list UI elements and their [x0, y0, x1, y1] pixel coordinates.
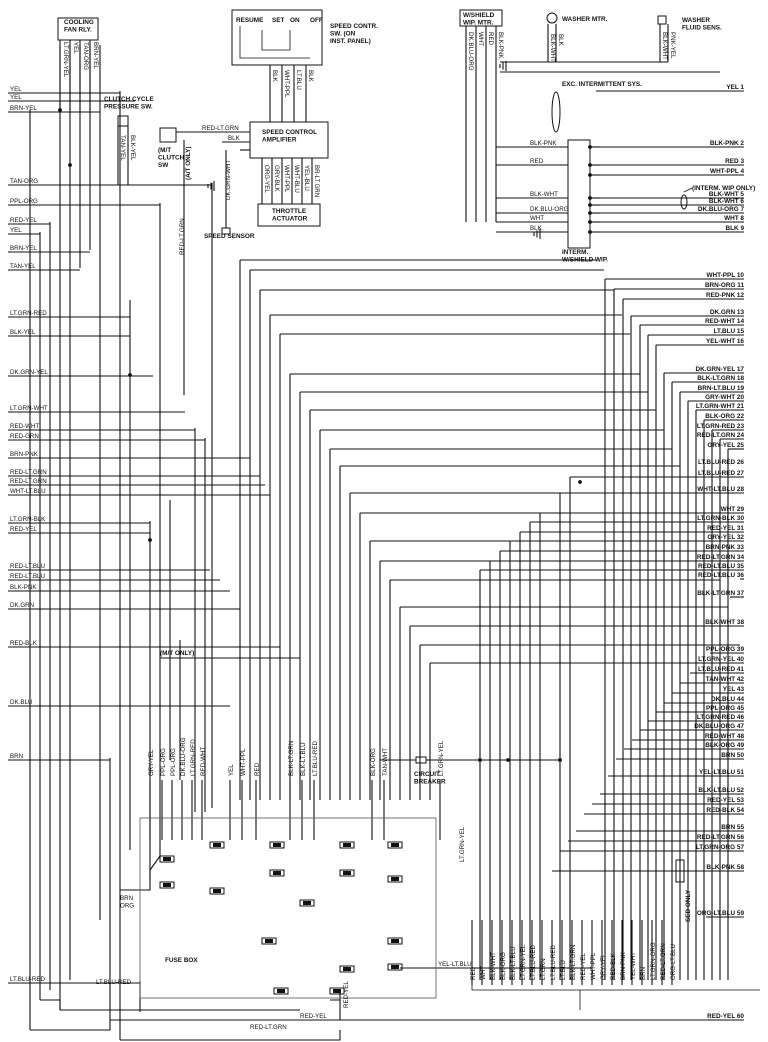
bottom-return-3 — [120, 1030, 340, 1040]
sed-only-text: SED ONLY — [685, 889, 692, 922]
left-wire-label-8: BRN-YEL — [10, 245, 37, 252]
amp-bottom-label-5: BR-LT.GRN — [313, 165, 320, 198]
fuse-lead-label-13: TAN-WHT — [382, 747, 389, 776]
fuse-lead-label-4: LT.GRN-RED — [190, 739, 197, 776]
wip-mtr-lead-label-2: RED — [487, 32, 494, 46]
bundle-lead-label-20: ORG-LT.BLU — [670, 944, 677, 980]
wire-network — [8, 24, 760, 1040]
right-wire-label-12: RED-PNK 12 — [706, 292, 744, 299]
right-wire-label-40: LT.GRN-YEL 40 — [698, 656, 744, 663]
washer-lead-label-0: BLK-WHT — [549, 34, 556, 62]
exc-intermittent-group — [552, 92, 560, 132]
washer-mtr-text: WASHER MTR. — [562, 16, 608, 23]
right-wire-label-7: DK.BLU-ORG 7 — [697, 206, 744, 213]
interm-left-label-1: RED — [530, 158, 544, 165]
fuse-blade-4 — [273, 843, 281, 847]
left-wire-label-14: RED-WHT — [10, 423, 40, 430]
left-wire-label-22: RED-LT.BLU — [10, 563, 45, 570]
clutch-cycle-sw-text-0: CLUTCH CYCLE — [104, 96, 154, 103]
amp-bottom-label-1: GRY-BLK — [273, 165, 280, 192]
interm-wshield-wip-text-1: W/SHIELD WIP. — [562, 256, 609, 264]
cooling-fan-relay-text-0: COOLING — [64, 19, 94, 26]
fuse-blade-14 — [277, 989, 285, 993]
right-wire-label-13: DK.GRN 13 — [709, 309, 744, 316]
exc-intermittent-text: EXC. INTERMITTENT SYS. — [562, 81, 642, 88]
bundle-lead-label-8: LT.BLU-RED — [550, 945, 557, 980]
brn-org-text-0: BRN — [120, 895, 134, 902]
fuse-lead-label-12: BLK-ORG — [370, 748, 377, 776]
interm-left-label-2: BLK-WHT — [530, 191, 558, 198]
cb-splice-0 — [478, 758, 482, 762]
speed-sensor-text: SPEED SENSOR — [204, 233, 255, 240]
left-wire-label-3: BRN-YEL — [10, 105, 37, 112]
bundle-lead-label-6: LT.BLU-RED — [530, 945, 537, 980]
bundle-lead-label-13: GRY-YEL — [600, 953, 607, 980]
left-wire-label-23: RED-LT.BLU — [10, 573, 45, 580]
left-wire-label-7: YEL — [10, 227, 22, 234]
clutch-lead-label-0: TAN-YEL — [119, 135, 126, 161]
right-wire-label-15: LT.BLU 15 — [713, 328, 744, 335]
amp-bottom-label-3: WHT-BLU — [293, 165, 300, 193]
fuse-blade-9 — [391, 843, 399, 847]
washer-motor — [547, 13, 557, 23]
interm-terminal-5 — [588, 211, 592, 215]
washer-lead-label-1: BLK — [557, 34, 564, 46]
right-wire-label-36: RED-LT.BLU 36 — [697, 572, 744, 579]
right-wire-label-9: BLK 9 — [725, 225, 744, 232]
right-wire-label-18: BLK-LT.GRN 18 — [697, 375, 744, 382]
right-wire-label-35: RED-LT.BLU 35 — [697, 563, 744, 570]
fuse-lead-label-9: BLK-LT.GRN — [288, 740, 295, 776]
splice-left-3 — [58, 108, 62, 112]
interm-terminal-3 — [588, 196, 592, 200]
right-wire-label-17: DK.GRN-YEL 17 — [695, 366, 744, 373]
fuse-blade-16 — [343, 967, 351, 971]
right-wire-label-48: RED-WHT 48 — [704, 733, 744, 740]
right-wire-label-43: YEL 43 — [722, 686, 744, 693]
bundle-lead-label-18: LT.GRN-ORG — [650, 942, 657, 980]
mt-clutch-sw-text-2: SW — [158, 162, 169, 170]
fuse-blade-7 — [343, 843, 351, 847]
splice-left-1 — [148, 538, 152, 542]
bottom-return-2 — [40, 1000, 300, 1010]
left-wire-label-19: WHT-LT.BLU — [10, 488, 46, 495]
right-wire-label-37: BLK-LT.GRN 37 — [697, 590, 744, 597]
right-wire-label-38: BLK-WHT 38 — [705, 619, 744, 626]
speed-amp-text-0: SPEED CONTROL — [262, 129, 318, 136]
interm-wshield-wiper-module — [568, 140, 590, 248]
speed-sw-internal-2 — [262, 30, 290, 50]
bundle-lead-label-15: BRN-PNK — [620, 952, 627, 980]
lt-grn-yel-text: LT.GRN-YEL — [459, 826, 466, 862]
fuse-blade-11 — [391, 939, 399, 943]
left-wire-label-24: BLK-PNK — [10, 584, 37, 591]
right-wire-label-16: YEL-WHT 16 — [706, 338, 744, 345]
right-wire-label-42: TAN-WHT 42 — [705, 676, 744, 683]
amp-side-label-3: RED-LT.GRN — [179, 218, 186, 255]
left-wire-label-25: DK.GRN — [10, 602, 35, 609]
left-wire-label-12: DK.GRN-YEL — [10, 369, 48, 376]
left-wire-label-13: LT.GRN-WHT — [10, 405, 48, 412]
left-wire-label-2: YEL — [10, 94, 22, 101]
wip-mtr-lead-label-3: BLK-PNK — [497, 32, 504, 59]
bundle-lead-label-5: LT.GRN-YEL — [520, 944, 527, 980]
clutch-cycle-sw-text-1: PRESSURE SW. — [104, 103, 153, 111]
right-wire-label-2: BLK-PNK 2 — [709, 140, 744, 147]
fuse-lead-label-1: PPL-ORG — [160, 748, 167, 776]
fan-relay-lead-label-0: LT.GRN-YEL — [62, 42, 69, 78]
left-wire-label-17: RED-LT.GRN — [10, 469, 47, 476]
speed-sw-lead-label-3: BLK — [307, 70, 314, 82]
right-wire-label-34: RED-LT.GRN 34 — [696, 554, 744, 561]
interm-pointer — [684, 188, 692, 192]
fuse-lead-label-6: YEL — [228, 764, 235, 776]
interm-left-label-5: BLK — [530, 225, 542, 232]
cooling-fan-relay-text-1: FAN RLY. — [64, 26, 92, 34]
interm-wip-only-text: (INTERM. WIP ONLY) — [692, 185, 756, 192]
fuse-lead-label-2: PPL-ORG — [170, 748, 177, 776]
fuse-lead-label-0: GRY-YEL — [148, 749, 155, 776]
right-wire-label-14: RED-WHT 14 — [704, 318, 744, 325]
amp-side-label-0: RED-LT.GRN — [202, 125, 239, 132]
left-wire-label-11: BLK-YEL — [10, 329, 36, 336]
speed-sw-lead-label-2: LT.BLU — [295, 70, 302, 90]
wshield-wip-mtr-text-0: W/SHIELD — [463, 12, 495, 19]
splice-upper — [578, 480, 582, 484]
speed-sw-internal — [240, 26, 310, 58]
circuit-breaker — [416, 757, 426, 763]
right-wire-label-59: ORG-LT.BLU 59 — [696, 910, 744, 917]
fuse-lead-label-14: LT.GRN-YEL — [438, 740, 445, 776]
left-wire-label-16: BRN-PNK — [10, 451, 38, 458]
fuse-lead-label-11: LT.BLU-RED — [312, 741, 319, 776]
right-wire-label-32: GRY-YEL 32 — [707, 534, 744, 541]
left-wire-label-5: PPL-ORG — [10, 198, 38, 205]
fuse-lead-label-8: RED — [254, 762, 261, 776]
components — [58, 10, 687, 998]
speed-sw-btn-0: RESUME — [236, 17, 264, 24]
left-wire-label-18: RED-LT.GRN — [10, 478, 47, 485]
fuse-blade-2 — [213, 843, 221, 847]
left-wire-label-15: RED-GRN — [10, 433, 39, 440]
mt-clutch-switch — [160, 128, 176, 142]
right-wire-label-49: BLK-ORG 49 — [705, 742, 744, 749]
lt-blu-red-text: LT.BLU-RED — [96, 979, 131, 986]
amp-side-label-1: BLK — [228, 135, 240, 142]
throttle-actuator-text-1: ACTUATOR — [272, 215, 308, 223]
splice-left-4 — [128, 373, 132, 377]
bundle-lead-label-7: LT.GRN — [540, 958, 547, 980]
fuse-lead-label-3: DK.BLU-ORG — [180, 737, 187, 776]
right-wire-label-19: BRN-LT.BLU 19 — [697, 385, 744, 392]
right-wire-label-46: LT.GRN-RED 46 — [696, 714, 744, 721]
right-wire-label-41: LT.BLU-RED 41 — [697, 666, 744, 673]
right-wire-label-6: BLK-WHT 6 — [708, 198, 744, 205]
right-wire-label-25: GRY-YEL 25 — [707, 442, 744, 449]
right-wire-label-20: GRY-WHT 20 — [705, 394, 744, 401]
interm-terminal-2 — [588, 173, 592, 177]
at-only-text: (A/T ONLY) — [185, 146, 192, 180]
speed-sw-btn-2: ON — [290, 17, 300, 24]
right-wire-label-23: LT.GRN-RED 23 — [696, 423, 744, 430]
bundle-lead-label-14: RED-BLK — [610, 953, 617, 980]
fuse-lead-label-7: WHT-PPL — [240, 748, 247, 776]
amp-bottom-label-4: YEL-BLU — [303, 165, 310, 191]
fuse-blade-15 — [333, 989, 341, 993]
mt-only-text: (M/T ONLY) — [160, 650, 195, 657]
right-wire-label-11: BRN-ORG 11 — [704, 282, 744, 289]
bundle-lead-label-4: BLK-LT.BLU — [510, 946, 517, 980]
fuse-blade-13 — [265, 939, 273, 943]
interm-terminal-0 — [588, 145, 592, 149]
washer-fluid-sensor — [658, 16, 666, 24]
fuse-blade-6 — [303, 901, 311, 905]
right-wire-label-52: BLK-LT.BLU 52 — [698, 787, 744, 794]
bottom-return-1 — [30, 1000, 340, 1030]
interm-left-label-3: DK.BLU-ORG — [530, 206, 569, 213]
interm-left-label-4: WHT — [530, 215, 545, 222]
speed-sw-lead-label-1: WHT-PPL — [283, 70, 290, 98]
right-wire-label-21: LT.GRN-WHT 21 — [695, 403, 744, 410]
right-wire-label-60: RED-YEL 60 — [707, 1013, 744, 1020]
speed-sw-btn-1: SET — [272, 17, 285, 24]
right-wire-label-54: RED-BLK 54 — [706, 807, 744, 814]
bundle-bottom-bus — [472, 985, 760, 990]
speed-control-sw-text-2: INST. PANEL) — [330, 38, 371, 46]
splice-left-2 — [68, 163, 72, 167]
left-wire-label-6: RED-YEL — [10, 217, 37, 224]
interm-terminal-4 — [588, 203, 592, 207]
wshield-wip-mtr-text-1: WIP. MTR. — [463, 19, 494, 27]
yel-lt-blu-text: YEL-LT.BLU — [438, 961, 472, 968]
right-wire-label-45: PPL-ORG 45 — [706, 705, 744, 712]
right-wire-label-26: LT.BLU-RED 26 — [697, 459, 744, 466]
right-wire-label-58: BLK-PNK 58 — [706, 864, 744, 871]
mt-clutch-sw-text-0: (M/T — [158, 147, 172, 154]
right-wire-label-31: RED-YEL 31 — [707, 525, 744, 532]
right-wire-label-33: BRN-PNK 33 — [705, 544, 744, 551]
bundle-lead-label-3: BLK-ORG — [500, 952, 507, 980]
speed-control-sw-text-0: SPEED CONTR. — [330, 23, 378, 30]
fuse-blade-1 — [163, 883, 171, 887]
left-wire-label-4: TAN-ORG — [10, 178, 39, 185]
cb-splice-2 — [558, 758, 562, 762]
right-wire-label-28: WHT-LT.BLU 28 — [697, 486, 744, 493]
wip-mtr-lead-label-1: WHT — [477, 32, 484, 47]
fuse-lead-label-5: RED-WHT — [200, 746, 207, 776]
fluid-lead-label-1: PNK-YEL — [669, 32, 676, 59]
interm-wip-only-group — [681, 195, 687, 209]
left-wire-label-28: BRN — [10, 753, 24, 760]
left-wire-label-21: RED-YEL — [10, 526, 37, 533]
throttle-actuator-text-0: THROTTLE — [272, 208, 307, 215]
interm-terminal-1 — [588, 163, 592, 167]
bundle-lead-label-0: RED — [470, 966, 477, 980]
bundle-lead-label-2: BLK-WHT — [490, 952, 497, 980]
bundle-lead-label-11: RED-YEL — [580, 953, 587, 980]
clutch-lead-label-1: BLK-YEL — [129, 135, 136, 161]
left-wire-label-1: YEL — [10, 86, 22, 93]
left-wire-label-10: LT.GRN-RED — [10, 310, 47, 317]
bundle-lead-label-1: WHT — [480, 965, 487, 980]
brn-org-text-1: ORG — [120, 902, 135, 910]
interm-terminal-7 — [588, 230, 592, 234]
speed-sw-lead-label-0: BLK — [271, 70, 278, 82]
speed-amp-text-1: AMPLIFIER — [262, 136, 297, 144]
left-wire-label-20: LT.GRN-BLK — [10, 516, 46, 523]
fuse-blade-3 — [213, 889, 221, 893]
left-wire-label-27: DK.BLU — [10, 699, 33, 706]
left-wire-label-29: LT.BLU-RED — [10, 976, 45, 983]
red-yel-vertical-text: RED-YEL — [343, 981, 350, 1008]
speed-control-sw-text-1: SW. (ON — [330, 30, 356, 38]
right-wire-label-29: WHT 29 — [720, 506, 744, 513]
right-wire-label-47: DK.BLU-ORG 47 — [694, 723, 744, 730]
circuit-breaker-text-1: BREAKER — [414, 778, 446, 786]
speed-sw-btn-3: OFF — [310, 17, 323, 24]
fuse-blade-8 — [343, 871, 351, 875]
right-wire-label-8: WHT 8 — [724, 215, 744, 222]
fan-relay-lead-label-2: TAN-ORG — [82, 42, 89, 71]
washer-fluid-sens-text-0: WASHER — [682, 17, 711, 24]
left-wire-label-9: TAN-YEL — [10, 263, 36, 270]
right-wire-label-22: BLK-ORG 22 — [705, 413, 744, 420]
right-wire-label-30: LT.GRN-BLK 30 — [697, 515, 744, 522]
red-yel-text: RED-YEL — [300, 1013, 327, 1020]
red-lt-grn-text: RED-LT.GRN — [250, 1024, 287, 1031]
fluid-lead-label-0: BLK-WHT — [661, 32, 668, 60]
fuse-lead-label-10: BLK-LT.BLU — [300, 742, 307, 776]
right-wire-label-24: RED-LT.GRN 24 — [696, 432, 744, 439]
fuse-box-text: FUSE BOX — [165, 957, 198, 964]
right-wire-label-4: WHT-PPL 4 — [710, 168, 744, 175]
amp-ground — [208, 181, 214, 191]
left-wire-label-26: RED-BLK — [10, 640, 37, 647]
washer-fluid-sens-text-1: FLUID SENS. — [682, 24, 722, 32]
bundle-lead-label-12: WHT-PPL — [590, 952, 597, 980]
right-wire-label-55: BRN 55 — [721, 824, 744, 831]
amp-bottom-label-2: WHT-PPL — [283, 165, 290, 193]
fuse-blade-10 — [391, 877, 399, 881]
bundle-lead-label-16: YEL-WHT — [630, 952, 637, 980]
right-wire-label-51: YEL-LT.BLU 51 — [699, 769, 744, 776]
right-wire-label-1: YEL 1 — [726, 84, 744, 91]
bundle-lead-label-9: LT.BLU — [560, 960, 567, 980]
right-wire-label-50: BRN 50 — [721, 752, 744, 759]
wip-mtr-lead-label-0: DK.BLU-ORG — [467, 32, 474, 71]
right-wire-label-57: LT.GRN-ORG 57 — [695, 844, 744, 851]
right-wire-label-27: LT.BLU-RED 27 — [697, 470, 744, 477]
interm-wshield-wip-text-0: INTERM. — [562, 249, 589, 256]
right-wire-label-39: PPL-ORG 39 — [706, 646, 744, 653]
interm-left-label-0: BLK-PNK — [530, 140, 557, 147]
fan-relay-lead-label-1: YEL — [72, 42, 79, 54]
fuse-blade-0 — [163, 857, 171, 861]
right-wire-label-44: DK.BLU 44 — [710, 696, 744, 703]
cb-splice-1 — [506, 758, 510, 762]
fan-relay-lead-label-3: BRN-YEL — [92, 42, 99, 69]
amp-side-label-2: DK.GRN-WHT — [225, 159, 232, 200]
right-wire-label-53: RED-YEL 53 — [707, 797, 744, 804]
circuit-breaker-text-0: CIRCUIT — [414, 771, 440, 778]
right-wire-label-56: RED-LT.GRN 56 — [696, 834, 744, 841]
right-wire-label-3: RED 3 — [725, 158, 744, 165]
bundle-lead-label-19: RED-LT.GRN — [660, 943, 667, 980]
interm-terminal-6 — [588, 220, 592, 224]
amp-bottom-label-0: ORG-YEL — [263, 165, 270, 193]
fuse-blade-5 — [273, 871, 281, 875]
right-wire-label-10: WHT-PPL 10 — [706, 272, 744, 279]
mt-clutch-sw-text-1: CLUTCH — [158, 154, 185, 162]
bundle-lead-label-17: BRN — [640, 966, 647, 980]
bundle-lead-label-10: BLK-LT.GRN — [570, 944, 577, 980]
right-wire-label-5: BLK-WHT 5 — [708, 191, 744, 198]
fuse-blade-12 — [391, 965, 399, 969]
